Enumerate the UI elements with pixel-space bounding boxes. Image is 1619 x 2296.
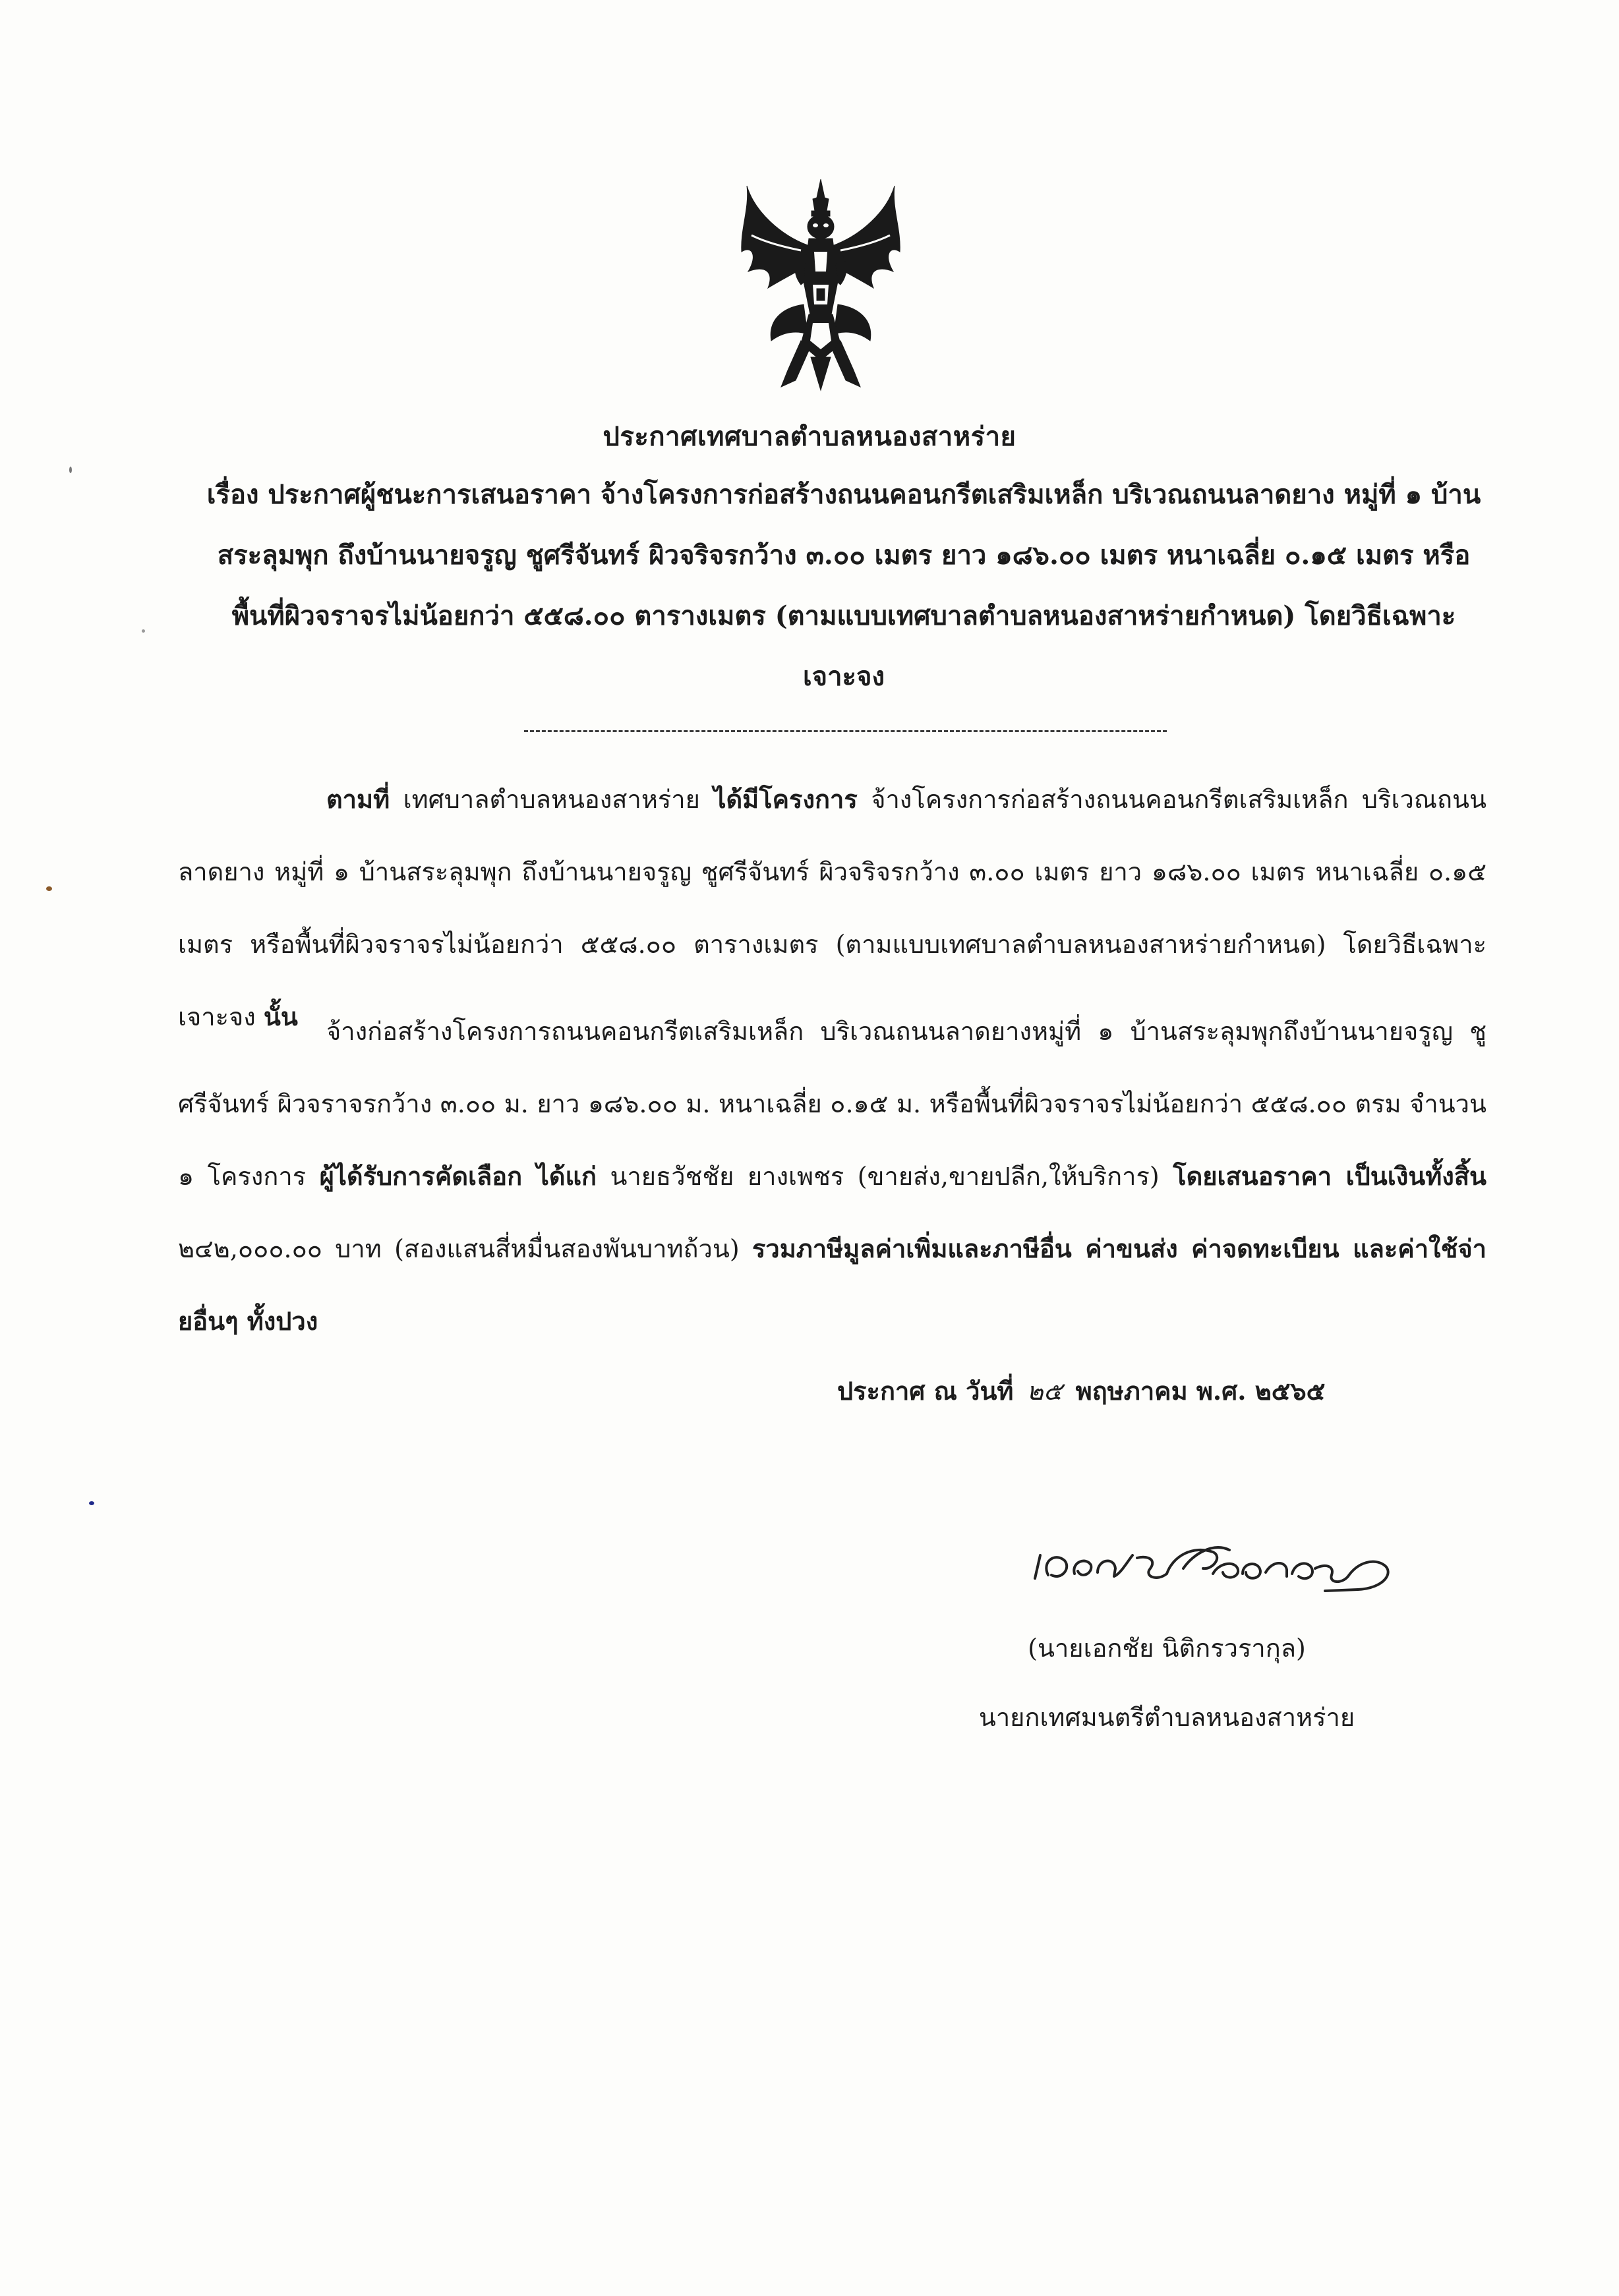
scan-speck bbox=[69, 467, 72, 473]
para2-amount: ๒๔๒,๐๐๐.๐๐ บาท (สองแสนสี่หมื่นสองพันบาทถ้วน) bbox=[178, 1234, 752, 1263]
section-divider bbox=[524, 730, 1167, 732]
date-month-year: พฤษภาคม พ.ศ. ๒๕๖๕ bbox=[1075, 1376, 1326, 1406]
handwritten-signature bbox=[1015, 1516, 1437, 1615]
date-prefix: ประกาศ ณ วันที่ bbox=[837, 1376, 1014, 1406]
para1-ending: นั้น bbox=[263, 1002, 298, 1031]
para1-lead: ตามที่ bbox=[326, 784, 390, 814]
para2-winner-label: ผู้ได้รับการคัดเลือก ได้แก่ bbox=[319, 1161, 597, 1191]
para2-winner: นายธวัชชัย ยางเพชร (ขายส่ง,ขายปลีก,ให้บริการ) bbox=[597, 1162, 1173, 1191]
date-day: ๒๕ bbox=[1026, 1377, 1063, 1406]
para1-org: เทศบาลตำบลหนองสาหร่าย bbox=[390, 785, 714, 814]
para2-part1: จ้างก่อสร้างโครงการถนนคอนกรีตเสริมเหล็ก บริเวณถนนลาดยางหมู่ที่ ๑ บ้านสระลุมพุกถึงบ้านนายจรูญ ชูศรีจันทร์ ผิวจราจรกว้าง ๓.๐๐ ม. ยาว ๑๘๖.๐๐ ม. หนาเฉลี่ย ๐.๑๕ ม. หรือพื้นที่ผิวจราจรไม่น้อยกว่า ๕๕๘.๐๐ ตรม จำนวน ๑ โครงการ bbox=[178, 1017, 1487, 1191]
para2-includes: รวมภาษีมูลค่าเพิ่มและภาษีอื่น ค่าขนส่ง ค่าจดทะเบียน และค่าใช้จ่ายอื่นๆ ทั้งปวง bbox=[178, 1234, 1487, 1336]
announcement-title: ประกาศเทศบาลตำบลหนองสาหร่าย bbox=[603, 421, 1016, 452]
body-paragraph-2 bbox=[178, 995, 1487, 1358]
scan-speck bbox=[89, 1501, 94, 1505]
announcement-subject: เรื่อง ประกาศผู้ชนะการเสนอราคา จ้างโครงการก่อสร้างถนนคอนกรีตเสริมเหล็ก บริเวณถนนลาดยาง หมู่ที่ ๑ บ้านสระลุมพุก ถึงบ้านนายจรูญ ชูศรีจันทร์ ผิวจริจรกว้าง ๓.๐๐ เมตร ยาว ๑๘๖.๐๐ เมตร หนาเฉลี่ย ๐.๑๕ เมตร หรือพื้นที่ผิวจราจรไม่น้อยกว่า ๕๕๘.๐๐ ตารางเมตร (ตามแบบเทศบาลตำบลหนองสาหร่ายกำหนด) โดยวิธีเฉพาะเจาะจง bbox=[206, 479, 1481, 692]
scan-speck bbox=[142, 629, 145, 633]
scan-speck bbox=[46, 886, 52, 891]
para1-has-project: ได้มีโครงการ bbox=[713, 784, 858, 814]
para1-body: จ้างโครงการก่อสร้างถนนคอนกรีตเสริมเหล็ก บริเวณถนนลาดยาง หมู่ที่ ๑ บ้านสระลุมพุก ถึงบ้านนายจรูญ ชูศรีจันทร์ ผิวจริจรกว้าง ๓.๐๐ เมตร ยาว ๑๘๖.๐๐ เมตร หนาเฉลี่ย ๐.๑๕ เมตร หรือพื้นที่ผิวจราจรไม่น้อยกว่า ๕๕๘.๐๐ ตารางเมตร (ตามแบบเทศบาลตำบลหนองสาหร่ายกำหนด) โดยวิธีเฉพาะเจาะจง bbox=[178, 785, 1487, 1031]
para2-bid-label: โดยเสนอราคา เป็นเงินทั้งสิ้น bbox=[1173, 1161, 1487, 1191]
signer-position: นายกเทศมนตรีตำบลหนองสาหร่าย bbox=[978, 1703, 1355, 1732]
announcement-date bbox=[837, 1371, 1325, 1411]
signer-name: (นายเอกชัย นิติกรวรากุล) bbox=[1028, 1634, 1306, 1663]
garuda-emblem bbox=[735, 173, 906, 393]
